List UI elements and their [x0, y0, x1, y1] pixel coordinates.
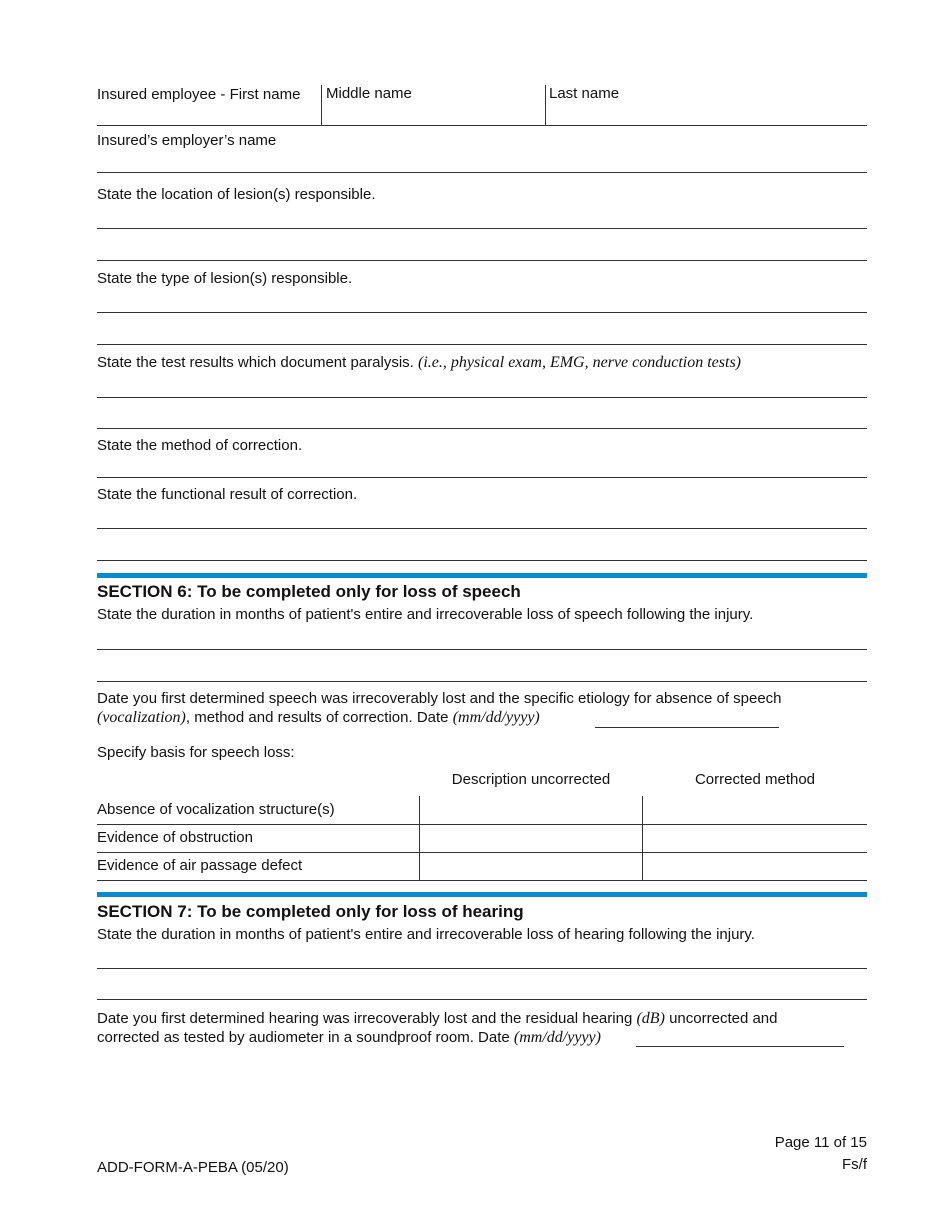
speech-duration-field[interactable]: [97, 627, 867, 681]
hearing-date-text: Date you first determined hearing was irrecoverably lost and the residual hearing: [97, 1010, 633, 1027]
divider: [97, 681, 867, 682]
obstruction-description-cell[interactable]: [420, 825, 642, 852]
first-name-field[interactable]: [97, 104, 321, 124]
test-results-label: [97, 354, 741, 372]
hearing-date-line-2: [97, 1029, 601, 1047]
vocalization-corrected-cell[interactable]: [643, 797, 867, 824]
last-name-field[interactable]: [546, 104, 867, 124]
column-header-corrected: Corrected method: [694, 771, 816, 788]
vocalization-text: (vocalization): [97, 709, 186, 726]
middle-name-label: Middle name: [326, 85, 412, 102]
divider: [97, 649, 867, 650]
section-6-title: SECTION 6: To be completed only for loss of speech: [97, 582, 521, 601]
last-name-label: Last name: [549, 85, 620, 102]
divider: [97, 999, 867, 1000]
speech-date-line-1: Date you first determined speech was irrecoverably lost and the specific etiology for absence of speech: [97, 690, 782, 707]
divider: [97, 125, 867, 126]
lesion-location-field[interactable]: [97, 206, 867, 260]
divider: [97, 228, 867, 229]
test-results-field[interactable]: [97, 375, 867, 428]
correction-result-field[interactable]: [97, 506, 867, 560]
correction-method-field[interactable]: [97, 456, 867, 476]
hearing-date-format: (mm/dd/yyyy): [513, 1029, 601, 1046]
page-number: Page 11 of 15: [774, 1134, 867, 1151]
section-7-title: SECTION 7: To be completed only for loss of hearing: [97, 902, 524, 921]
divider: [97, 312, 867, 313]
speech-date-line: [595, 727, 779, 728]
speech-date-text: , method and results of correction. Date: [185, 709, 449, 726]
hearing-date-field[interactable]: [636, 1027, 844, 1046]
lesion-type-label: State the type of lesion(s) responsible.: [97, 270, 353, 287]
divider: [97, 477, 867, 478]
vocalization-description-cell[interactable]: [420, 797, 642, 824]
speech-date-line-2: [97, 709, 540, 727]
hearing-date-line: [636, 1046, 844, 1047]
divider: [97, 344, 867, 345]
employer-label: Insured’s employer’s name: [97, 132, 277, 149]
speech-duration-label: State the duration in months of patient's entire and irrecoverable loss of speech following the injury.: [97, 606, 754, 623]
air-passage-description-cell[interactable]: [420, 853, 642, 880]
column-header-description: Description uncorrected: [451, 771, 611, 788]
employer-field[interactable]: [97, 151, 867, 171]
table-row-label: Evidence of air passage defect: [97, 857, 303, 874]
table-row-label: Evidence of obstruction: [97, 829, 253, 846]
db-text: (dB): [636, 1010, 665, 1027]
lesion-type-field[interactable]: [97, 290, 867, 344]
speech-date-field[interactable]: [595, 708, 779, 727]
divider: [97, 397, 867, 398]
divider: [97, 528, 867, 529]
divider: [97, 260, 867, 261]
hearing-date-line-1: [97, 1010, 777, 1028]
divider: [97, 172, 867, 173]
first-name-label: Insured employee - First name: [97, 86, 301, 103]
speech-date-format: (mm/dd/yyyy): [452, 709, 540, 726]
air-passage-corrected-cell[interactable]: [643, 853, 867, 880]
section-7-bar: [97, 892, 867, 897]
divider: [97, 428, 867, 429]
form-id: ADD-FORM-A-PEBA (05/20): [97, 1159, 289, 1176]
test-results-text: State the test results which document paralysis.: [97, 354, 414, 371]
hearing-date-text-end: uncorrected and: [669, 1010, 778, 1027]
obstruction-corrected-cell[interactable]: [643, 825, 867, 852]
table-row-label: Absence of vocalization structure(s): [97, 801, 335, 818]
correction-method-label: State the method of correction.: [97, 437, 303, 454]
divider: [97, 880, 867, 881]
test-results-examples: (i.e., physical exam, EMG, nerve conduction tests): [418, 354, 742, 371]
hearing-date-text-2: corrected as tested by audiometer in a soundproof room. Date: [97, 1029, 510, 1046]
speech-basis-label: Specify basis for speech loss:: [97, 744, 295, 761]
divider: [97, 968, 867, 969]
form-code: Fs/f: [842, 1156, 867, 1173]
correction-result-label: State the functional result of correction.: [97, 486, 358, 503]
section-6-bar: [97, 573, 867, 578]
divider: [97, 560, 867, 561]
hearing-duration-label: State the duration in months of patient's entire and irrecoverable loss of hearing following the injury.: [97, 926, 755, 943]
lesion-location-label: State the location of lesion(s) responsible.: [97, 186, 376, 203]
hearing-duration-field[interactable]: [97, 946, 867, 1000]
middle-name-field[interactable]: [322, 104, 545, 124]
